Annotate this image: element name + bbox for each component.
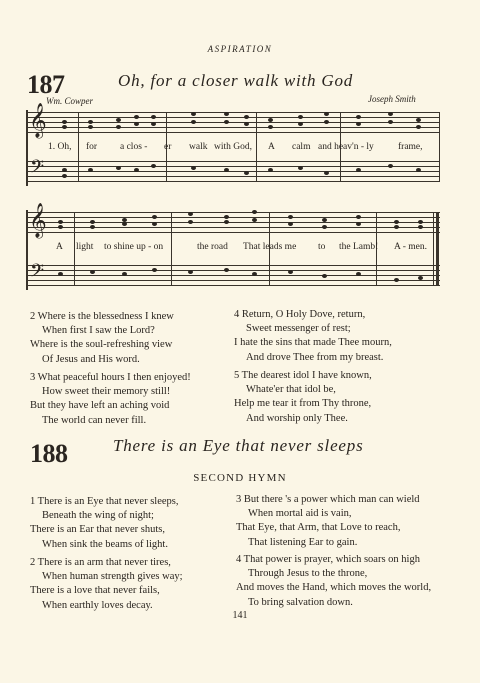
verse-line: 3 But there 's a power which man can wield — [236, 494, 420, 505]
verse-line: Of Jesus and His word. — [42, 353, 140, 365]
hymn-187-composer: Joseph Smith — [368, 94, 416, 104]
verse-line: When human strength gives way; — [42, 571, 183, 583]
lyric-syllable: 1. Oh, — [48, 142, 72, 152]
lyric-syllable: That leads me — [243, 242, 297, 252]
verse-line: When sink the beams of light. — [42, 538, 168, 550]
hymn-188-number: 188 — [30, 439, 68, 468]
lyric-syllable: the road — [197, 242, 228, 252]
verse-line: 4 That power is prayer, which soars on high — [236, 554, 420, 565]
lyric-syllable: for — [86, 142, 98, 152]
verse-line: That Eye, that Arm, that Love to reach, — [236, 522, 401, 534]
hymn-188-subtitle: SECOND HYMN — [193, 472, 287, 484]
lyric-syllable: A — [56, 242, 63, 252]
lyric-syllable: er — [164, 142, 172, 152]
verse-line: And drove Thee from my breast. — [246, 351, 384, 363]
hymn-187-verse-3 — [30, 371, 191, 428]
page-number: 141 — [232, 610, 248, 621]
lyric-syllable: with God, — [214, 142, 252, 152]
hymn-188-verse-1 — [30, 495, 179, 552]
verse-line: 4 Return, O Holy Dove, return, — [234, 309, 366, 320]
lyric-syllable: light — [76, 242, 94, 252]
hymn-187-author: Wm. Cowper — [46, 96, 93, 106]
verse-line: Where is the soul-refreshing view — [30, 339, 173, 351]
verse-line: When earthly loves decay. — [42, 599, 153, 611]
lyric-syllable: to shine up - on — [104, 242, 164, 252]
verse-line: The world can never fill. — [42, 414, 147, 426]
hymn-187-verse-4 — [234, 308, 392, 365]
verse-line: Help me tear it from Thy throne, — [234, 398, 372, 410]
verse-line: That listening Ear to gain. — [248, 536, 358, 548]
verse-line: When mortal aid is vain, — [248, 508, 352, 520]
verse-line: There is a love that never fails, — [30, 585, 160, 597]
lyric-syllable: frame, — [398, 142, 423, 152]
verse-line: Whate'er that idol be, — [246, 384, 336, 396]
verse-line: Beneath the wing of night; — [42, 510, 154, 522]
hymn-187-verse-2 — [30, 310, 174, 367]
lyric-syllable: A — [268, 142, 275, 152]
verse-line: Sweet messenger of rest; — [246, 323, 351, 335]
lyric-syllable: the Lamb! — [339, 242, 379, 252]
running-head: ASPIRATION — [207, 44, 273, 54]
lyric-syllable: and heav'n - ly — [318, 142, 374, 152]
lyric-syllable: a clos - — [120, 142, 148, 152]
hymn-188-verse-2 — [30, 556, 183, 613]
lyric-syllable: A - men. — [394, 242, 427, 252]
verse-line: 3 What peaceful hours I then enjoyed! — [30, 372, 191, 383]
verse-line: When first I saw the Lord? — [42, 325, 155, 337]
verse-line: To bring salvation down. — [248, 596, 353, 608]
verse-line: And moves the Hand, which moves the world, — [236, 582, 432, 594]
verse-line: 5 The dearest idol I have known, — [234, 370, 372, 381]
verse-line: How sweet their memory still! — [42, 386, 171, 398]
lyric-syllable: walk — [189, 142, 208, 152]
verse-line: Through Jesus to the throne, — [248, 568, 368, 580]
hymn-187-number: 187 — [27, 70, 65, 99]
treble-clef-icon: 𝄞 — [29, 204, 47, 237]
verse-line: 1 There is an Eye that never sleeps, — [30, 496, 179, 507]
verse-line: There is an Ear that never shuts, — [30, 524, 165, 536]
verse-line: I hate the sins that made Thee mourn, — [234, 337, 392, 349]
hymn-188-verse-4 — [236, 553, 431, 610]
treble-clef-icon: 𝄞 — [29, 104, 47, 137]
verse-line: And worship only Thee. — [246, 412, 348, 424]
lyric-syllable: to — [318, 242, 326, 252]
hymn-187-title: Oh, for a closer walk with God — [118, 71, 354, 90]
lyric-syllable: calm — [292, 142, 311, 152]
bass-clef-icon: 𝄢 — [30, 156, 45, 181]
hymn-187-verse-5 — [234, 369, 372, 426]
verse-line: But they have left an aching void — [30, 400, 170, 412]
verse-line: 2 Where is the blessedness I knew — [30, 311, 174, 322]
hymn-188-title: There is an Eye that never sleeps — [113, 436, 364, 455]
hymn-188-verse-3 — [236, 493, 420, 550]
bass-clef-icon: 𝄢 — [30, 260, 45, 285]
verse-line: 2 There is an arm that never tires, — [30, 557, 171, 568]
